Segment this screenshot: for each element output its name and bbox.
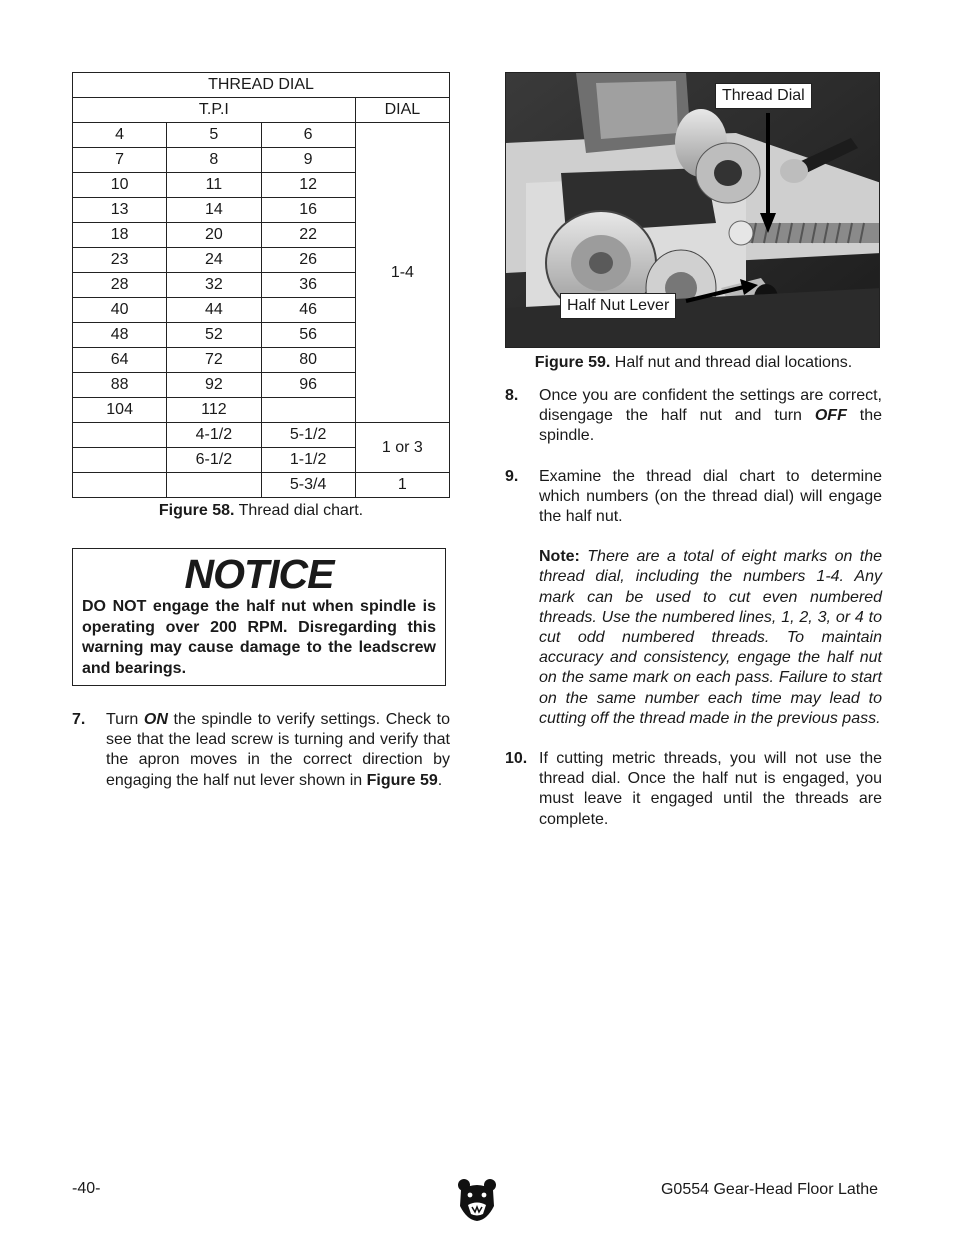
note-text: There are a total of eight marks on the thread dial, including the numbers 1-4. Any mark can be used to cut even numbered threads. Use the numbered lines, 1, 2, 3, or 4 to cut odd numbered threads. To maintain accuracy and consistency, engage the half nut on the same mark on each pass. Failure to start on the same number each time may lead to cutting off the thread made in the previous pass. [539, 548, 882, 727]
model-name: G0554 Gear-Head Floor Lathe [660, 1181, 878, 1198]
step-text [539, 386, 882, 447]
step-8 [505, 386, 882, 447]
tpi-cell: 6 [261, 123, 355, 148]
tpi-cell: 32 [167, 273, 261, 298]
tpi-cell: 72 [167, 348, 261, 373]
tpi-cell: 4 [73, 123, 167, 148]
tpi-cell: 14 [167, 198, 261, 223]
tpi-cell [73, 473, 167, 498]
tpi-cell [167, 473, 261, 498]
tpi-cell: 88 [73, 373, 167, 398]
table-title: THREAD DIAL [73, 73, 450, 98]
note [539, 547, 882, 729]
tpi-cell: 13 [73, 198, 167, 223]
caption-text: Half nut and thread dial locations. [610, 354, 853, 371]
table-row [73, 473, 450, 498]
tpi-cell: 52 [167, 323, 261, 348]
tpi-cell: 5-3/4 [261, 473, 355, 498]
notice-title: NOTICE [184, 551, 334, 597]
tpi-cell: 6-1/2 [167, 448, 261, 473]
tpi-cell: 5-1/2 [261, 423, 355, 448]
tpi-cell: 92 [167, 373, 261, 398]
dial-header: DIAL [355, 98, 449, 123]
caption-label: Figure 58. [158, 502, 235, 519]
tpi-cell: 56 [261, 323, 355, 348]
tpi-cell: 44 [167, 298, 261, 323]
tpi-cell: 24 [167, 248, 261, 273]
step-text: If cutting metric threads, you will not use the thread dial. Once the half nut is engaged, you must leave it engaged until the threads are complete. [539, 750, 882, 828]
text-run: the spindle. [539, 407, 883, 445]
right-column [505, 72, 882, 830]
figure-reference: Figure 59 [366, 771, 438, 789]
tpi-cell: 7 [73, 148, 167, 173]
lathe-photo [505, 72, 880, 348]
tpi-cell: 5 [167, 123, 261, 148]
table-row [73, 123, 450, 148]
tpi-cell: 18 [73, 223, 167, 248]
bear-logo-icon [457, 1178, 497, 1222]
tpi-cell: 28 [73, 273, 167, 298]
note-label: Note: [539, 548, 580, 566]
tpi-cell: 48 [73, 323, 167, 348]
dial-cell: 1 [355, 473, 449, 498]
text-run: Turn [106, 711, 144, 728]
tpi-cell: 16 [261, 198, 355, 223]
tpi-cell: 64 [73, 348, 167, 373]
caption-label: Figure 59. [534, 354, 611, 371]
thread-dial-callout: Thread Dial [715, 83, 812, 109]
tpi-cell: 8 [167, 148, 261, 173]
notice-body: DO NOT engage the half nut when spindle is operating over 200 RPM. Disregarding this warning may cause damage to the leadscrew and bearings. [82, 598, 436, 677]
text-run: the spindle to verify settings. Check to see that the lead screw is turning and verify that the apron moves in the correct direction by engaging the half nut lever shown in [106, 711, 450, 789]
tpi-cell: 23 [73, 248, 167, 273]
thread-dial-table [72, 72, 450, 498]
tpi-cell: 96 [261, 373, 355, 398]
tpi-cell: 9 [261, 148, 355, 173]
page-number: -40- [72, 1180, 101, 1197]
step-9 [505, 467, 882, 528]
tpi-cell: 112 [167, 398, 261, 423]
table-row [73, 423, 450, 448]
dial-cell: 1-4 [355, 123, 449, 423]
tpi-cell: 12 [261, 173, 355, 198]
step-number: 7. [72, 711, 86, 728]
tpi-cell: 22 [261, 223, 355, 248]
caption-text: Thread dial chart. [234, 502, 364, 519]
tpi-cell: 20 [167, 223, 261, 248]
tpi-cell: 104 [73, 398, 167, 423]
tpi-cell [261, 398, 355, 423]
tpi-cell: 26 [261, 248, 355, 273]
half-nut-lever-callout: Half Nut Lever [560, 293, 676, 319]
step-text [106, 710, 450, 791]
tpi-cell [73, 448, 167, 473]
figure-59-caption [505, 354, 882, 372]
step-number: 10. [505, 750, 528, 768]
step-text: Examine the thread dial chart to determine which numbers (on the thread dial) will engage the half nut. [539, 467, 882, 526]
dial-cell: 1 or 3 [355, 423, 449, 473]
text-run: . [437, 771, 443, 789]
left-column [72, 72, 450, 791]
step-number: 9. [505, 467, 519, 485]
tpi-cell: 40 [73, 298, 167, 323]
tpi-cell: 1-1/2 [261, 448, 355, 473]
tpi-cell: 4-1/2 [167, 423, 261, 448]
tpi-cell: 36 [261, 273, 355, 298]
notice-box [72, 548, 446, 686]
step-10 [505, 749, 882, 830]
tpi-cell: 46 [261, 298, 355, 323]
tpi-cell [73, 423, 167, 448]
tpi-cell: 80 [261, 348, 355, 373]
tpi-header: T.P.I [73, 98, 356, 123]
emphasis-on: ON [143, 711, 168, 728]
step-number: 8. [505, 387, 519, 404]
text-run: Once you are confident the settings are correct, disengage the half nut and turn [539, 387, 882, 425]
tpi-cell: 11 [167, 173, 261, 198]
figure-58-caption [72, 502, 450, 520]
tpi-cell: 10 [73, 173, 167, 198]
step-7 [72, 710, 450, 791]
emphasis-off: OFF [814, 407, 847, 425]
